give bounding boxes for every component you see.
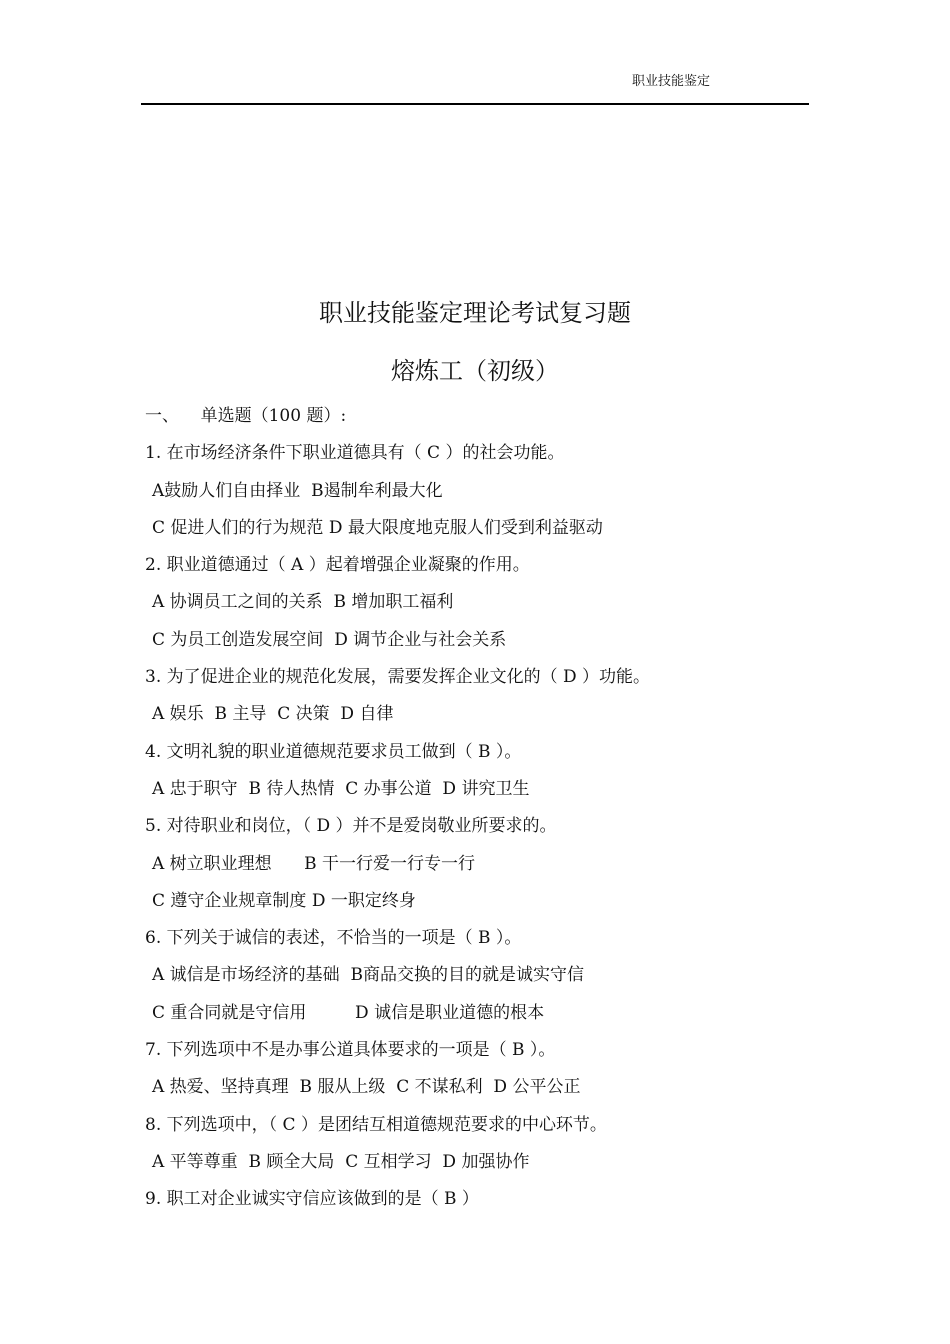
question-line: 6. 下列关于诚信的表述，不恰当的一项是（ B ）。: [145, 928, 522, 949]
header-rule: [141, 103, 809, 105]
question-line: 5. 对待职业和岗位，（ D ）并不是爱岗敬业所要求的。: [145, 816, 557, 837]
question-line: 3. 为了促进企业的规范化发展，需要发挥企业文化的（ D ）功能。: [145, 667, 651, 688]
answer-options: A 协调员工之间的关系 B 增加职工福利: [152, 592, 454, 613]
page-header-text: 职业技能鉴定: [632, 74, 711, 89]
answer-options: A 平等尊重 B 顾全大局 C 互相学习 D 加强协作: [152, 1151, 530, 1172]
document-title: 职业技能鉴定理论考试复习题: [319, 299, 631, 327]
answer-options: A 诚信是市场经济的基础 B商品交换的目的就是诚实守信: [152, 965, 584, 986]
document-subtitle: 熔炼工（初级）: [391, 357, 559, 385]
question-line: 8. 下列选项中，（ C ）是团结互相道德规范要求的中心环节。: [145, 1114, 607, 1135]
answer-options: A 树立职业理想 B 干一行爱一行专一行: [152, 853, 475, 874]
question-line: 1. 在市场经济条件下职业道德具有（ C ）的社会功能。: [145, 443, 565, 464]
answer-options: A 忠于职守 B 待人热情 C 办事公道 D 讲究卫生: [152, 778, 530, 799]
question-line: 7. 下列选项中不是办事公道具体要求的一项是（ B ）。: [145, 1040, 556, 1061]
answer-options: A 娱乐 B 主导 C 决策 D 自律: [152, 704, 394, 725]
answer-options: A鼓励人们自由择业 B遏制牟利最大化: [152, 480, 443, 501]
answer-options: C 促进人们的行为规范 D 最大限度地克服人们受到利益驱动: [152, 517, 603, 538]
question-list: [145, 402, 825, 1223]
question-line: 2. 职业道德通过（ A ）起着增强企业凝聚的作用。: [145, 555, 530, 576]
answer-options: C 遵守企业规章制度 D 一职定终身: [152, 890, 416, 911]
answer-options: A 热爱、坚持真理 B 服从上级 C 不谋私利 D 公平公正: [152, 1077, 581, 1098]
answer-options: C 为员工创造发展空间 D 调节企业与社会关系: [152, 629, 507, 650]
question-line: 9. 职工对企业诚实守信应该做到的是（ B ）: [145, 1189, 479, 1210]
section-heading: 一、 单选题（100 题）:: [145, 406, 347, 426]
question-line: 4. 文明礼貌的职业道德规范要求员工做到（ B ）。: [145, 741, 522, 762]
answer-options: C 重合同就是守信用 D 诚信是职业道德的根本: [152, 1002, 545, 1023]
